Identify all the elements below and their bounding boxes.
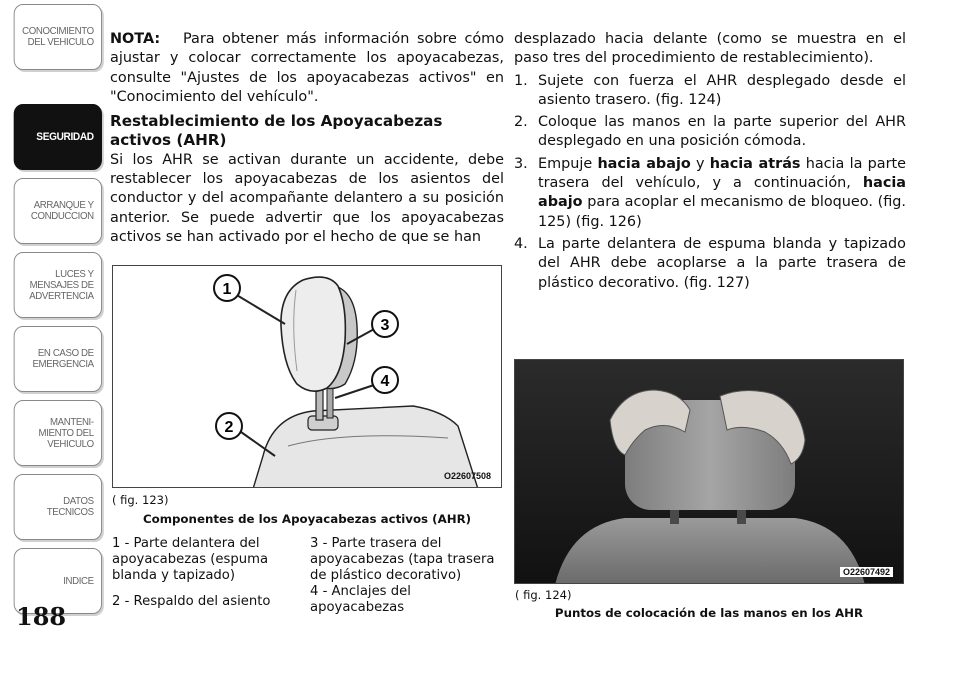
step-text xyxy=(538,113,906,152)
callout-2 xyxy=(216,413,242,439)
svg-text:2: 2 xyxy=(224,419,234,436)
tab-mantenimiento[interactable]: MANTENI- MIENTO DEL VEHICULO xyxy=(14,400,102,466)
procedure-steps xyxy=(514,72,906,293)
callout-4 xyxy=(372,367,398,393)
figure-123-ahr-components xyxy=(112,265,502,488)
step-text-run: hacia la parte trasera del vehículo, y a continuación, xyxy=(538,155,906,192)
step-text-run: Empuje xyxy=(538,155,598,172)
callout-1-leader xyxy=(235,294,285,324)
figure-123-code: O22607508 xyxy=(443,471,491,481)
seat-back-photo xyxy=(555,518,865,584)
legend-right xyxy=(310,536,502,616)
callout-3 xyxy=(372,311,398,337)
headrest-diagram xyxy=(113,266,502,488)
hands-on-headrest-photo xyxy=(515,360,904,584)
legend-item-3: 3 - Parte trasera del apoyacabezas (tapa trasera de plástico decorativo) xyxy=(310,536,495,583)
step-text xyxy=(538,72,906,111)
figure-124-hand-placement xyxy=(514,359,904,584)
headrest-front-foam-shape xyxy=(281,277,345,391)
left-column xyxy=(110,30,504,247)
figure-123-caption: Componentes de los Apoyacabezas activos (AHR) xyxy=(142,512,472,526)
figure-123-ref: ( fig. 123) xyxy=(112,493,169,507)
step-number: 1. xyxy=(514,72,528,89)
step-number: 4. xyxy=(514,235,528,252)
note-text: Para obtener más información sobre cómo ajustar y colocar correctamente los apoyacabezas, consulte "Ajustes de los apoyacabezas activos" en "Conocimiento del vehículo". xyxy=(110,31,504,105)
section-heading: Restablecimiento de los Apoyacabezas activos (AHR) xyxy=(110,112,443,150)
step-text-run: y xyxy=(690,155,710,172)
tab-conocimiento-del-vehiculo[interactable]: CONOCIMIENTO DEL VEHICULO xyxy=(14,4,102,70)
legend-left xyxy=(112,536,302,610)
step-number: 3. xyxy=(514,155,528,172)
tab-en-caso-de-emergencia[interactable]: EN CASO DE EMERGENCIA xyxy=(14,326,102,392)
step-text-run: La parte delantera de espuma blanda y tapizado del AHR debe acoplarse a la parte trasera de plástico decorativo. (fig. 127) xyxy=(538,235,906,291)
right-column xyxy=(514,30,906,293)
step-text-run: Coloque las manos en la parte superior del AHR desplegado en una posición cómoda. xyxy=(538,114,906,150)
legend-item-1: 1 - Parte delantera del apoyacabezas (espuma blanda y tapizado) xyxy=(112,536,269,583)
svg-text:1: 1 xyxy=(222,281,232,298)
svg-text:4: 4 xyxy=(380,373,390,390)
svg-text:3: 3 xyxy=(380,317,390,334)
page-number: 188 xyxy=(16,602,67,631)
step-text-run: para acoplar el mecanismo de bloqueo. (fig. 125) (fig. 126) xyxy=(538,194,906,230)
tab-seguridad[interactable]: SEGURIDAD xyxy=(14,104,102,170)
procedure-step xyxy=(514,155,906,232)
continued-paragraph: desplazado hacia delante (como se muestra en el paso tres del procedimiento de restablecimiento). xyxy=(514,31,906,67)
step-number: 2. xyxy=(514,114,528,131)
step-text-run: Sujete con fuerza el AHR desplegado desde el asiento trasero. (fig. 124) xyxy=(538,72,906,108)
figure-124-code: O22607492 xyxy=(840,567,893,577)
tab-arranque-y-conduccion[interactable]: ARRANQUE Y CONDUCCION xyxy=(14,178,102,244)
legend-item-2: 2 - Respaldo del asiento xyxy=(112,594,271,609)
step-emphasis: hacia abajo xyxy=(597,155,691,172)
figure-124-ref: ( fig. 124) xyxy=(515,588,572,602)
tab-luces-y-mensajes[interactable]: LUCES Y MENSAJES DE ADVERTENCIA xyxy=(14,252,102,318)
step-text xyxy=(538,155,906,232)
legend-item-4: 4 - Anclajes del apoyacabezas xyxy=(310,584,411,615)
intro-paragraph: Si los AHR se activan durante un accidente, debe restablecer los apoyacabezas de los asientos del conductor y del acompañante delantero a su posición anterior. Se puede advertir que los apoyacabezas activos se han activado por el hecho de que se han xyxy=(110,151,504,245)
note-paragraph xyxy=(110,30,504,107)
chapter-tabs xyxy=(0,0,105,600)
procedure-step xyxy=(514,235,906,293)
procedure-step xyxy=(514,72,906,111)
procedure-step xyxy=(514,113,906,152)
tab-datos-tecnicos[interactable]: DATOS TECNICOS xyxy=(14,474,102,540)
callout-1 xyxy=(214,275,240,301)
step-emphasis: hacia abajo xyxy=(538,175,906,211)
tab-indice[interactable]: INDICE xyxy=(14,548,102,614)
step-text xyxy=(538,235,906,293)
note-label: NOTA: xyxy=(110,31,161,47)
step-emphasis: hacia atrás xyxy=(709,155,801,172)
figure-124-caption: Puntos de colocación de las manos en los AHR xyxy=(554,606,864,620)
